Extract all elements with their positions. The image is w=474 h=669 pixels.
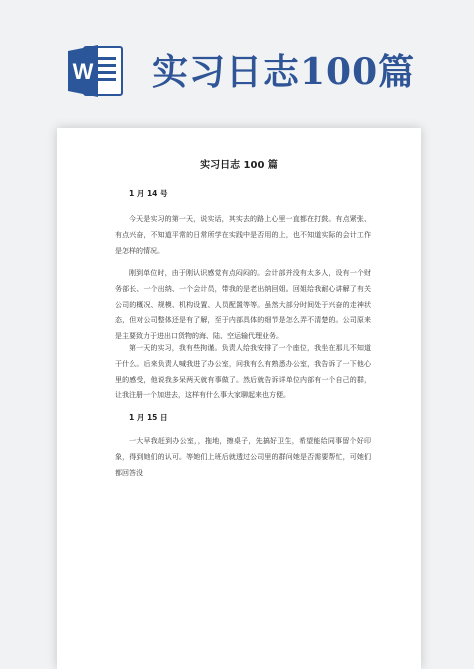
paragraph: 今天是实习的第一天，说实话，其实去的路上心里一直都在打鼓。有点紧张、有点兴奋，不知道平常的日常所学在实践中是否用的上，也不知道实际的会计工作是怎样的情况。: [115, 215, 371, 255]
banner: [0, 0, 474, 135]
word-icon: [66, 42, 124, 100]
entry-date: 1 月 15 日: [129, 413, 168, 422]
paragraph: 第一天的实习，我有些拘谨。负责人给我安排了一个座位，我坐在那儿不知道干什么。后来负责人喊我进了办公室，问我有么有熟悉办公室，我告诉了一下他心里的感受，他说我多呆两天就有事做了。然后就告诉详单位内部有一个自己的群，让我注册一个加进去，这样有什么事大家聊起来也方便。: [115, 344, 371, 400]
document-title: 实习日志 100 篇: [200, 160, 278, 171]
entry-date: 1 月 14 号: [129, 189, 168, 198]
paragraph: 刚到单位时，由于刚认识感觉有点闷闷的。会计部并没有太多人，设有一个财务部长、一个出纳、一个会计员，带我的是老出纳回姐。回姐给我耐心讲解了有关公司的概况、规模、机构设置、人员配置等等。虽然大部分时间处于兴奋的走神状态，但对公司整体还是有了解，至于内部具体的细节是怎么弄不清楚的。公司原来是主要致力于进出口货物的海、陆、空运输代理业务。: [115, 269, 371, 341]
word-logo-letter: W: [72, 59, 94, 84]
document-page: [57, 128, 421, 669]
banner-title: 实习日志100篇: [152, 51, 416, 93]
paragraph: 一大早我赶到办公室，，拖地，擦桌子，先搞好卫生，希望能给同事留个好印象，得到她们的认可。等她们上班后就透过公司里的群问她是否需要帮忙，可她们都回答没: [115, 437, 371, 477]
